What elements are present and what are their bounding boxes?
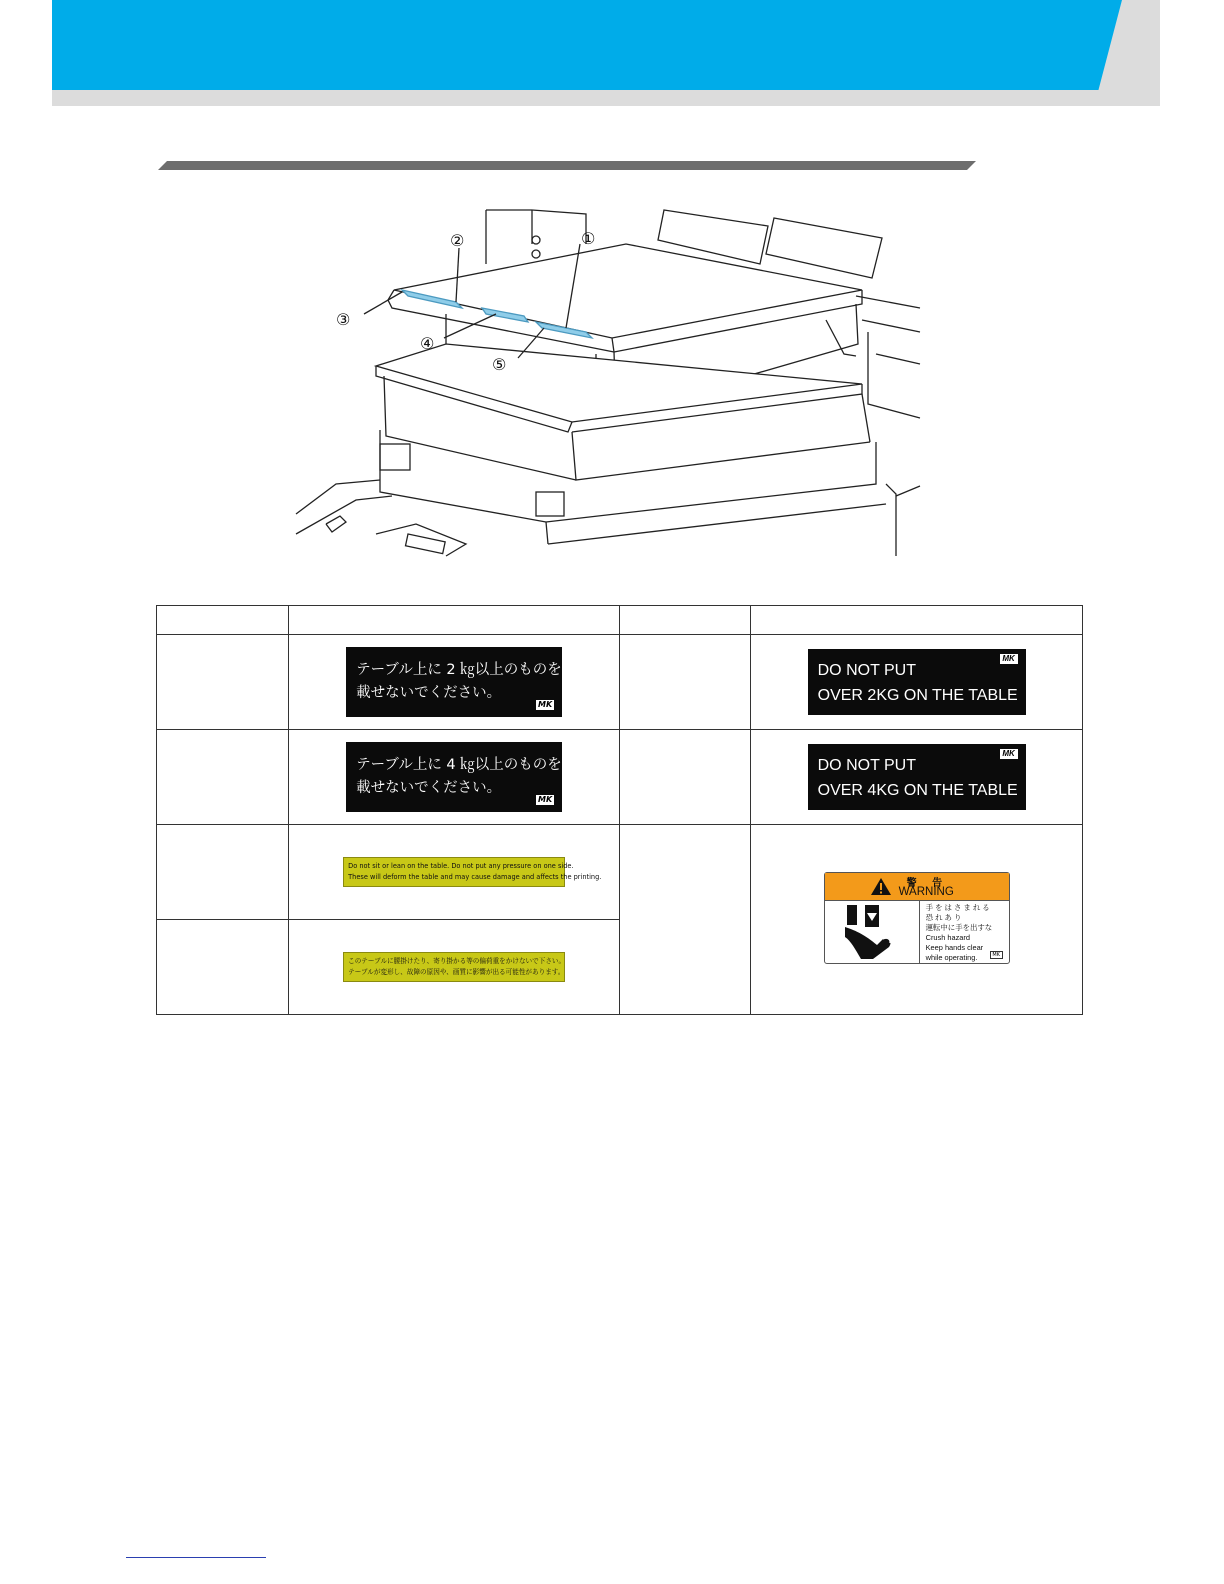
header-cell: [289, 606, 620, 635]
table-cell: [289, 635, 620, 730]
table-cell: [289, 920, 620, 1015]
warning-divider: [919, 900, 920, 963]
label-line: 載せないでください。: [356, 685, 502, 701]
table-cell: [619, 730, 750, 825]
footer-link[interactable]: [126, 1557, 266, 1558]
table-cell: [289, 825, 620, 920]
warning-text-line: Crush hazard: [925, 932, 970, 942]
warning-text-line: Keep hands clear: [925, 942, 984, 952]
header-cell: [619, 606, 750, 635]
warning-text-line: 恐 れ あ り: [925, 912, 962, 922]
table-cell: [157, 920, 289, 1015]
label-en-4kg: [808, 744, 1026, 810]
warning-title-jp: 警 告: [906, 877, 949, 889]
header-cell: [751, 606, 1083, 635]
table-cell: [157, 730, 289, 825]
brand-logo-icon: MK: [538, 795, 553, 804]
label-line: Do not sit or lean on the table. Do not put any pressure on one side.: [348, 862, 574, 870]
label-jp-2kg: [346, 647, 562, 717]
label-jp-4kg: [346, 742, 562, 812]
warning-label: [824, 872, 1010, 964]
label-line: DO NOT PUT: [817, 662, 916, 679]
header-band: [52, 0, 1122, 90]
label-line: OVER 4KG ON THE TABLE: [817, 782, 1018, 799]
label-line: OVER 2KG ON THE TABLE: [817, 687, 1018, 704]
header-cell: [157, 606, 289, 635]
warning-text-line: 手 を は さ ま れ る: [925, 902, 990, 912]
brand-logo-icon: MK: [990, 951, 1003, 959]
crush-hazard-icon: [843, 905, 899, 959]
brand-logo-icon: MK: [538, 700, 553, 709]
table-cell: [751, 825, 1083, 1015]
label-line: テーブル上に 4 ㎏以上のものを: [356, 757, 562, 773]
table-cell: [751, 730, 1083, 825]
table-cell: [157, 635, 289, 730]
warning-triangle-icon: [870, 877, 892, 896]
table-cell: [619, 635, 750, 730]
warning-text: [926, 903, 993, 963]
label-line: このテーブルに腰掛けたり、寄り掛かる等の偏荷重をかけないで下さい。: [348, 957, 566, 965]
callout-3: ③: [336, 310, 351, 329]
label-line: テーブル上に 2 ㎏以上のものを: [356, 662, 562, 678]
table-cell: [157, 825, 289, 920]
label-line: テーブルが変形し、故障の原因や、画質に影響が出る可能性があります。: [348, 968, 565, 976]
callout-4: ④: [420, 334, 435, 353]
table-row: [157, 730, 1083, 825]
label-caution-en: [343, 857, 602, 887]
table-header-row: [157, 606, 1083, 635]
table-cell: [289, 730, 620, 825]
table-row: [157, 635, 1083, 730]
table-cell: [619, 825, 750, 1015]
warning-text-line: 運転中に手を出すな: [925, 922, 993, 932]
machine-diagram: [296, 204, 920, 556]
label-caution-jp: [343, 952, 565, 982]
label-line: DO NOT PUT: [817, 757, 916, 774]
table-cell: [751, 635, 1083, 730]
label-table: [156, 605, 1083, 1015]
callout-5: ⑤: [492, 355, 507, 374]
warning-text-line: while operating.: [925, 952, 978, 962]
callout-2: ②: [450, 231, 465, 250]
brand-logo-icon: MK: [1000, 749, 1018, 759]
table-row: [157, 825, 1083, 920]
callout-1: ①: [581, 229, 596, 248]
label-line: These will deform the table and may cause damage and affects the printing.: [348, 873, 602, 881]
label-en-2kg: [808, 649, 1026, 715]
warning-title-en: WARNING: [898, 885, 954, 898]
brand-logo-icon: MK: [1000, 654, 1018, 664]
section-divider: [158, 161, 976, 170]
label-line: 載せないでください。: [356, 780, 502, 796]
